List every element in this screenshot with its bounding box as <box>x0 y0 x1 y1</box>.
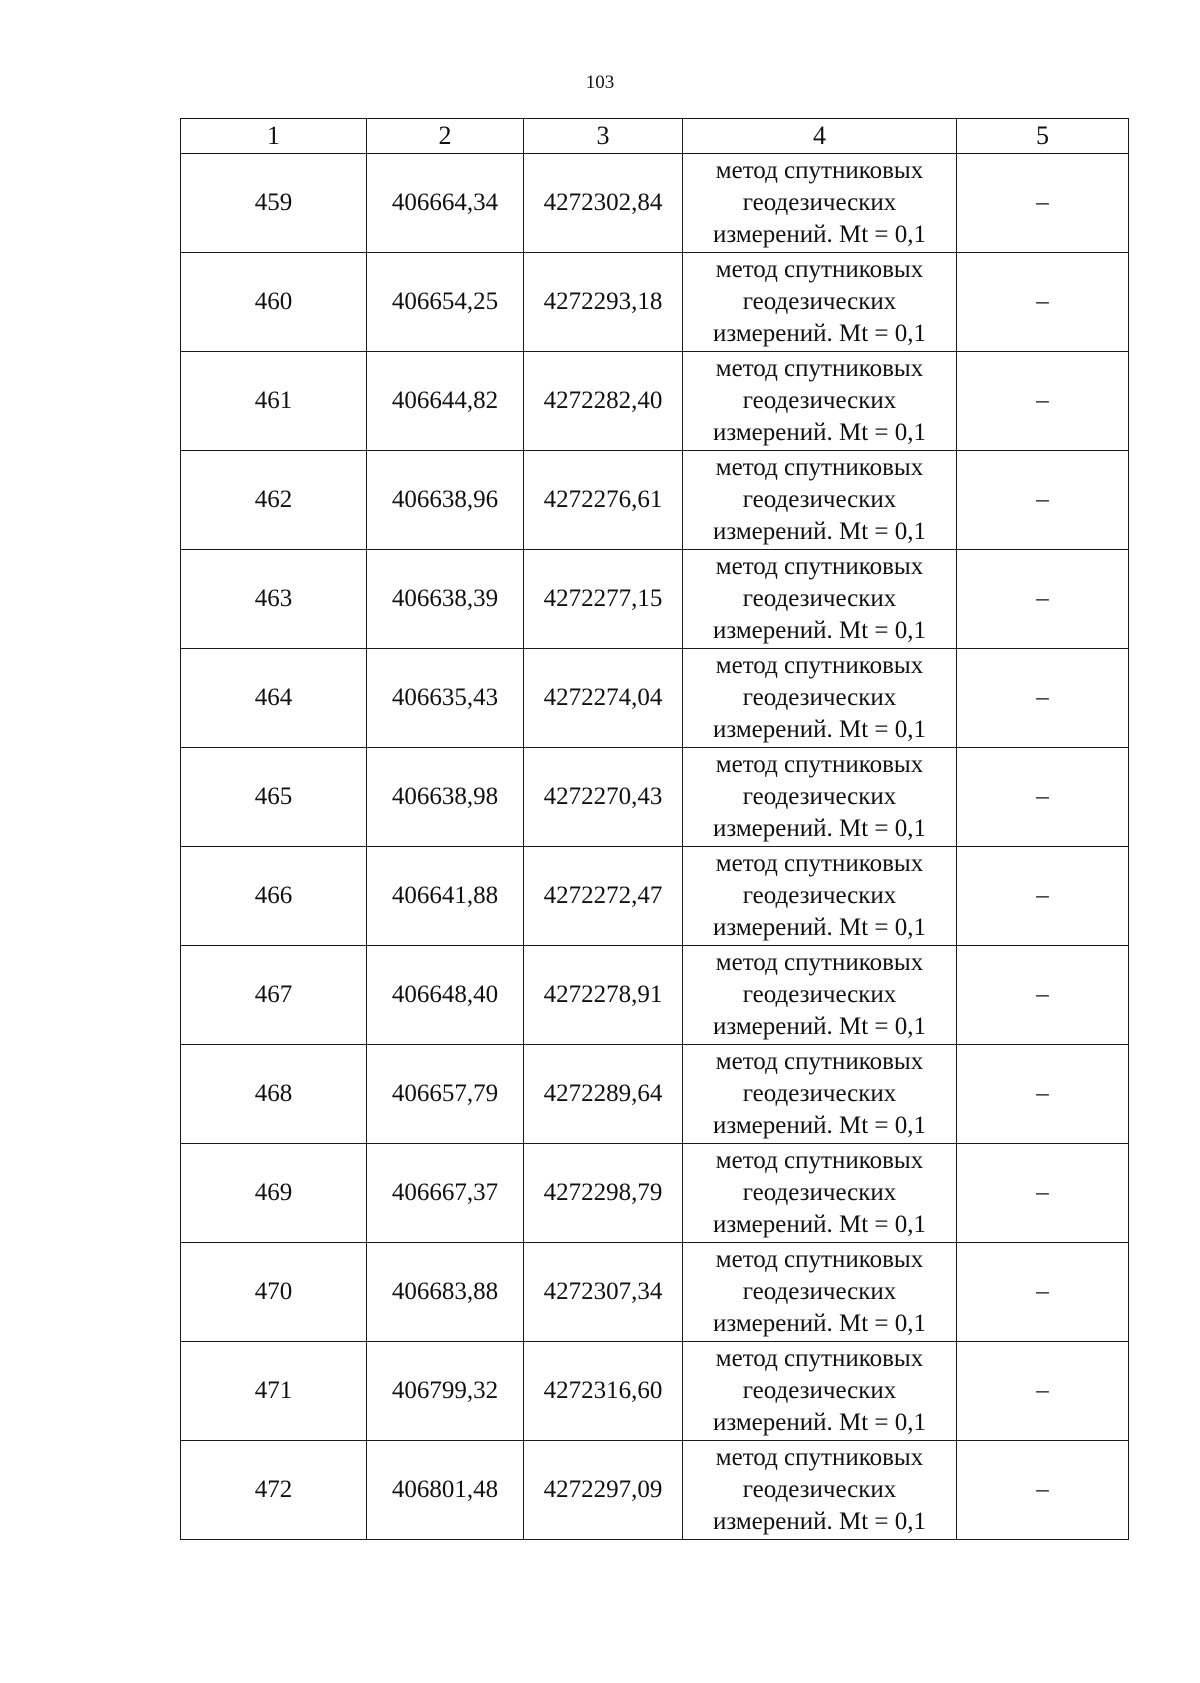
method-cell: метод спутниковых геодезических измерений. Mt = 0,1 <box>683 1045 957 1144</box>
point-number-cell: 467 <box>181 946 367 1045</box>
y-coordinate-cell: 4272302,84 <box>524 154 683 253</box>
note-cell: – <box>957 946 1129 1045</box>
method-cell: метод спутниковых геодезических измерений. Mt = 0,1 <box>683 1342 957 1441</box>
method-cell: метод спутниковых геодезических измерений. Mt = 0,1 <box>683 1441 957 1540</box>
column-header: 5 <box>957 119 1129 154</box>
table-row <box>181 1342 1129 1441</box>
note-cell: – <box>957 154 1129 253</box>
y-coordinate-cell: 4272277,15 <box>524 550 683 649</box>
point-number-cell: 466 <box>181 847 367 946</box>
x-coordinate-cell: 406635,43 <box>367 649 524 748</box>
method-cell: метод спутниковых геодезических измерений. Mt = 0,1 <box>683 154 957 253</box>
table-body <box>181 154 1129 1540</box>
x-coordinate-cell: 406641,88 <box>367 847 524 946</box>
point-number-cell: 469 <box>181 1144 367 1243</box>
x-coordinate-cell: 406664,34 <box>367 154 524 253</box>
x-coordinate-cell: 406657,79 <box>367 1045 524 1144</box>
column-header: 1 <box>181 119 367 154</box>
table-row <box>181 649 1129 748</box>
x-coordinate-cell: 406644,82 <box>367 352 524 451</box>
point-number-cell: 472 <box>181 1441 367 1540</box>
coordinates-table <box>180 118 1129 1540</box>
note-cell: – <box>957 253 1129 352</box>
note-cell: – <box>957 451 1129 550</box>
note-cell: – <box>957 1441 1129 1540</box>
table-row <box>181 1441 1129 1540</box>
method-cell: метод спутниковых геодезических измерений. Mt = 0,1 <box>683 451 957 550</box>
note-cell: – <box>957 352 1129 451</box>
y-coordinate-cell: 4272293,18 <box>524 253 683 352</box>
note-cell: – <box>957 1045 1129 1144</box>
note-cell: – <box>957 649 1129 748</box>
table-row <box>181 946 1129 1045</box>
x-coordinate-cell: 406799,32 <box>367 1342 524 1441</box>
method-cell: метод спутниковых геодезических измерений. Mt = 0,1 <box>683 550 957 649</box>
point-number-cell: 459 <box>181 154 367 253</box>
point-number-cell: 462 <box>181 451 367 550</box>
y-coordinate-cell: 4272282,40 <box>524 352 683 451</box>
note-cell: – <box>957 748 1129 847</box>
x-coordinate-cell: 406638,39 <box>367 550 524 649</box>
x-coordinate-cell: 406801,48 <box>367 1441 524 1540</box>
x-coordinate-cell: 406638,96 <box>367 451 524 550</box>
column-header: 3 <box>524 119 683 154</box>
x-coordinate-cell: 406667,37 <box>367 1144 524 1243</box>
point-number-cell: 470 <box>181 1243 367 1342</box>
method-cell: метод спутниковых геодезических измерений. Mt = 0,1 <box>683 253 957 352</box>
note-cell: – <box>957 1243 1129 1342</box>
column-header: 2 <box>367 119 524 154</box>
point-number-cell: 471 <box>181 1342 367 1441</box>
table-row <box>181 1144 1129 1243</box>
y-coordinate-cell: 4272297,09 <box>524 1441 683 1540</box>
point-number-cell: 463 <box>181 550 367 649</box>
table-row <box>181 253 1129 352</box>
table-row <box>181 550 1129 649</box>
point-number-cell: 465 <box>181 748 367 847</box>
y-coordinate-cell: 4272289,64 <box>524 1045 683 1144</box>
table-row <box>181 352 1129 451</box>
table-row <box>181 451 1129 550</box>
table-header-row <box>181 119 1129 154</box>
method-cell: метод спутниковых геодезических измерений. Mt = 0,1 <box>683 748 957 847</box>
point-number-cell: 468 <box>181 1045 367 1144</box>
method-cell: метод спутниковых геодезических измерений. Mt = 0,1 <box>683 946 957 1045</box>
method-cell: метод спутниковых геодезических измерений. Mt = 0,1 <box>683 1144 957 1243</box>
y-coordinate-cell: 4272307,34 <box>524 1243 683 1342</box>
point-number-cell: 464 <box>181 649 367 748</box>
table-row <box>181 847 1129 946</box>
x-coordinate-cell: 406683,88 <box>367 1243 524 1342</box>
method-cell: метод спутниковых геодезических измерений. Mt = 0,1 <box>683 847 957 946</box>
method-cell: метод спутниковых геодезических измерений. Mt = 0,1 <box>683 1243 957 1342</box>
point-number-cell: 461 <box>181 352 367 451</box>
note-cell: – <box>957 550 1129 649</box>
note-cell: – <box>957 847 1129 946</box>
y-coordinate-cell: 4272274,04 <box>524 649 683 748</box>
table-row <box>181 154 1129 253</box>
x-coordinate-cell: 406654,25 <box>367 253 524 352</box>
method-cell: метод спутниковых геодезических измерений. Mt = 0,1 <box>683 649 957 748</box>
x-coordinate-cell: 406648,40 <box>367 946 524 1045</box>
table-row <box>181 1243 1129 1342</box>
note-cell: – <box>957 1144 1129 1243</box>
note-cell: – <box>957 1342 1129 1441</box>
table-row <box>181 1045 1129 1144</box>
y-coordinate-cell: 4272270,43 <box>524 748 683 847</box>
column-header: 4 <box>683 119 957 154</box>
y-coordinate-cell: 4272272,47 <box>524 847 683 946</box>
method-cell: метод спутниковых геодезических измерений. Mt = 0,1 <box>683 352 957 451</box>
point-number-cell: 460 <box>181 253 367 352</box>
page-number: 103 <box>585 72 615 93</box>
y-coordinate-cell: 4272278,91 <box>524 946 683 1045</box>
y-coordinate-cell: 4272316,60 <box>524 1342 683 1441</box>
y-coordinate-cell: 4272298,79 <box>524 1144 683 1243</box>
x-coordinate-cell: 406638,98 <box>367 748 524 847</box>
y-coordinate-cell: 4272276,61 <box>524 451 683 550</box>
table-row <box>181 748 1129 847</box>
